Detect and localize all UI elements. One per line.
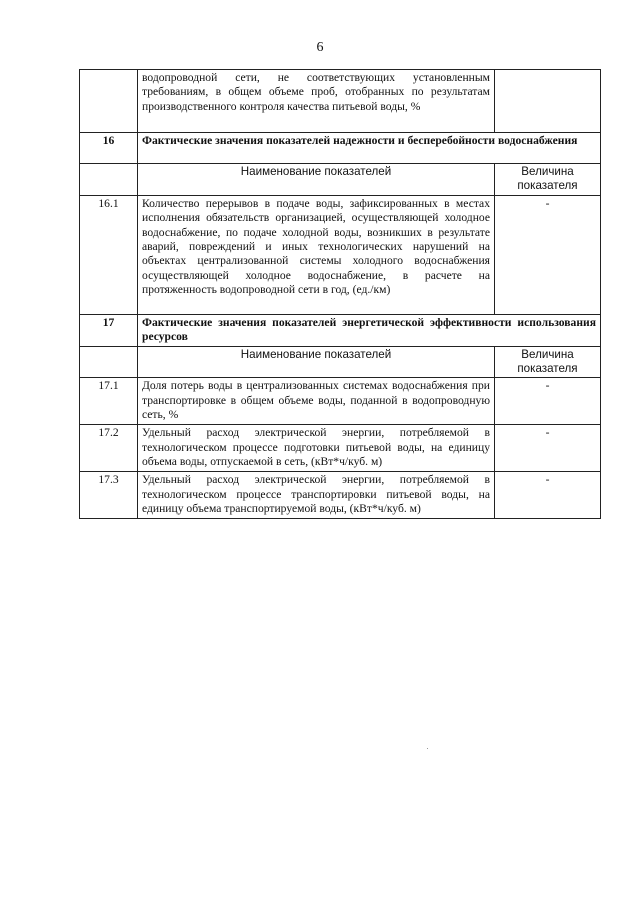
header-value: Величина показателя: [495, 164, 601, 196]
section-title: Фактические значения показателей надежности и бесперебойности водоснабжения: [138, 133, 601, 164]
header-empty-cell: [80, 346, 138, 378]
table-row: [80, 195, 601, 314]
scan-speck: [427, 748, 428, 749]
row-number: 16.1: [80, 195, 138, 314]
row-text: Количество перерывов в подаче воды, зафиксированных в местах исполнения обязательств организацией, осуществляющей холодное водоснабжение, по подаче холодной воды, возникших в результате аварий, повреждений и иных технологических нарушений на объектах централизованной системы холодного водоснабжения осуществляющей холодное водоснабжение, в расчете на протяженность водопроводной сети в год, (ед./км): [138, 195, 495, 314]
page-number: 6: [316, 40, 324, 55]
header-value: Величина показателя: [495, 346, 601, 378]
section-number: 16: [80, 133, 138, 164]
indicators-table: [79, 69, 601, 519]
row-value: -: [495, 195, 601, 314]
row-value: -: [495, 472, 601, 519]
header-name: Наименование показателей: [138, 346, 495, 378]
table-row: [80, 378, 601, 425]
value-cell: [495, 70, 601, 133]
header-empty-cell: [80, 164, 138, 196]
table-row: [80, 472, 601, 519]
row-value: -: [495, 425, 601, 472]
table-row: [80, 425, 601, 472]
row-text: Доля потерь воды в централизованных системах водоснабжения при транспортировке в общем объеме воды, поданной в водопроводную сеть, %: [138, 378, 495, 425]
row-text: водопроводной сети, не соответствующих установленным требованиям, в общем объеме проб, отобранных по результатам производственного контроля качества питьевой воды, %: [138, 70, 495, 133]
row-text: Удельный расход электрической энергии, потребляемой в технологическом процессе транспортировки питьевой воды, на единицу объема транспортируемой воды, (кВт*ч/куб. м): [138, 472, 495, 519]
row-value: -: [495, 378, 601, 425]
row-text: Удельный расход электрической энергии, потребляемой в технологическом процессе подготовки питьевой воды, на единицу объема воды, отпускаемой в сеть, (кВт*ч/куб. м): [138, 425, 495, 472]
header-name: Наименование показателей: [138, 164, 495, 196]
row-number: 17.2: [80, 425, 138, 472]
section-number: 17: [80, 314, 138, 346]
table-header-row: [80, 164, 601, 196]
row-number: 17.1: [80, 378, 138, 425]
table-header-row: [80, 346, 601, 378]
number-cell: [80, 70, 138, 133]
section-title: Фактические значения показателей энергетической эффективности использования ресурсов: [138, 314, 601, 346]
section-title-row: [80, 133, 601, 164]
row-number: 17.3: [80, 472, 138, 519]
section-title-row: [80, 314, 601, 346]
table-row: [80, 70, 601, 133]
